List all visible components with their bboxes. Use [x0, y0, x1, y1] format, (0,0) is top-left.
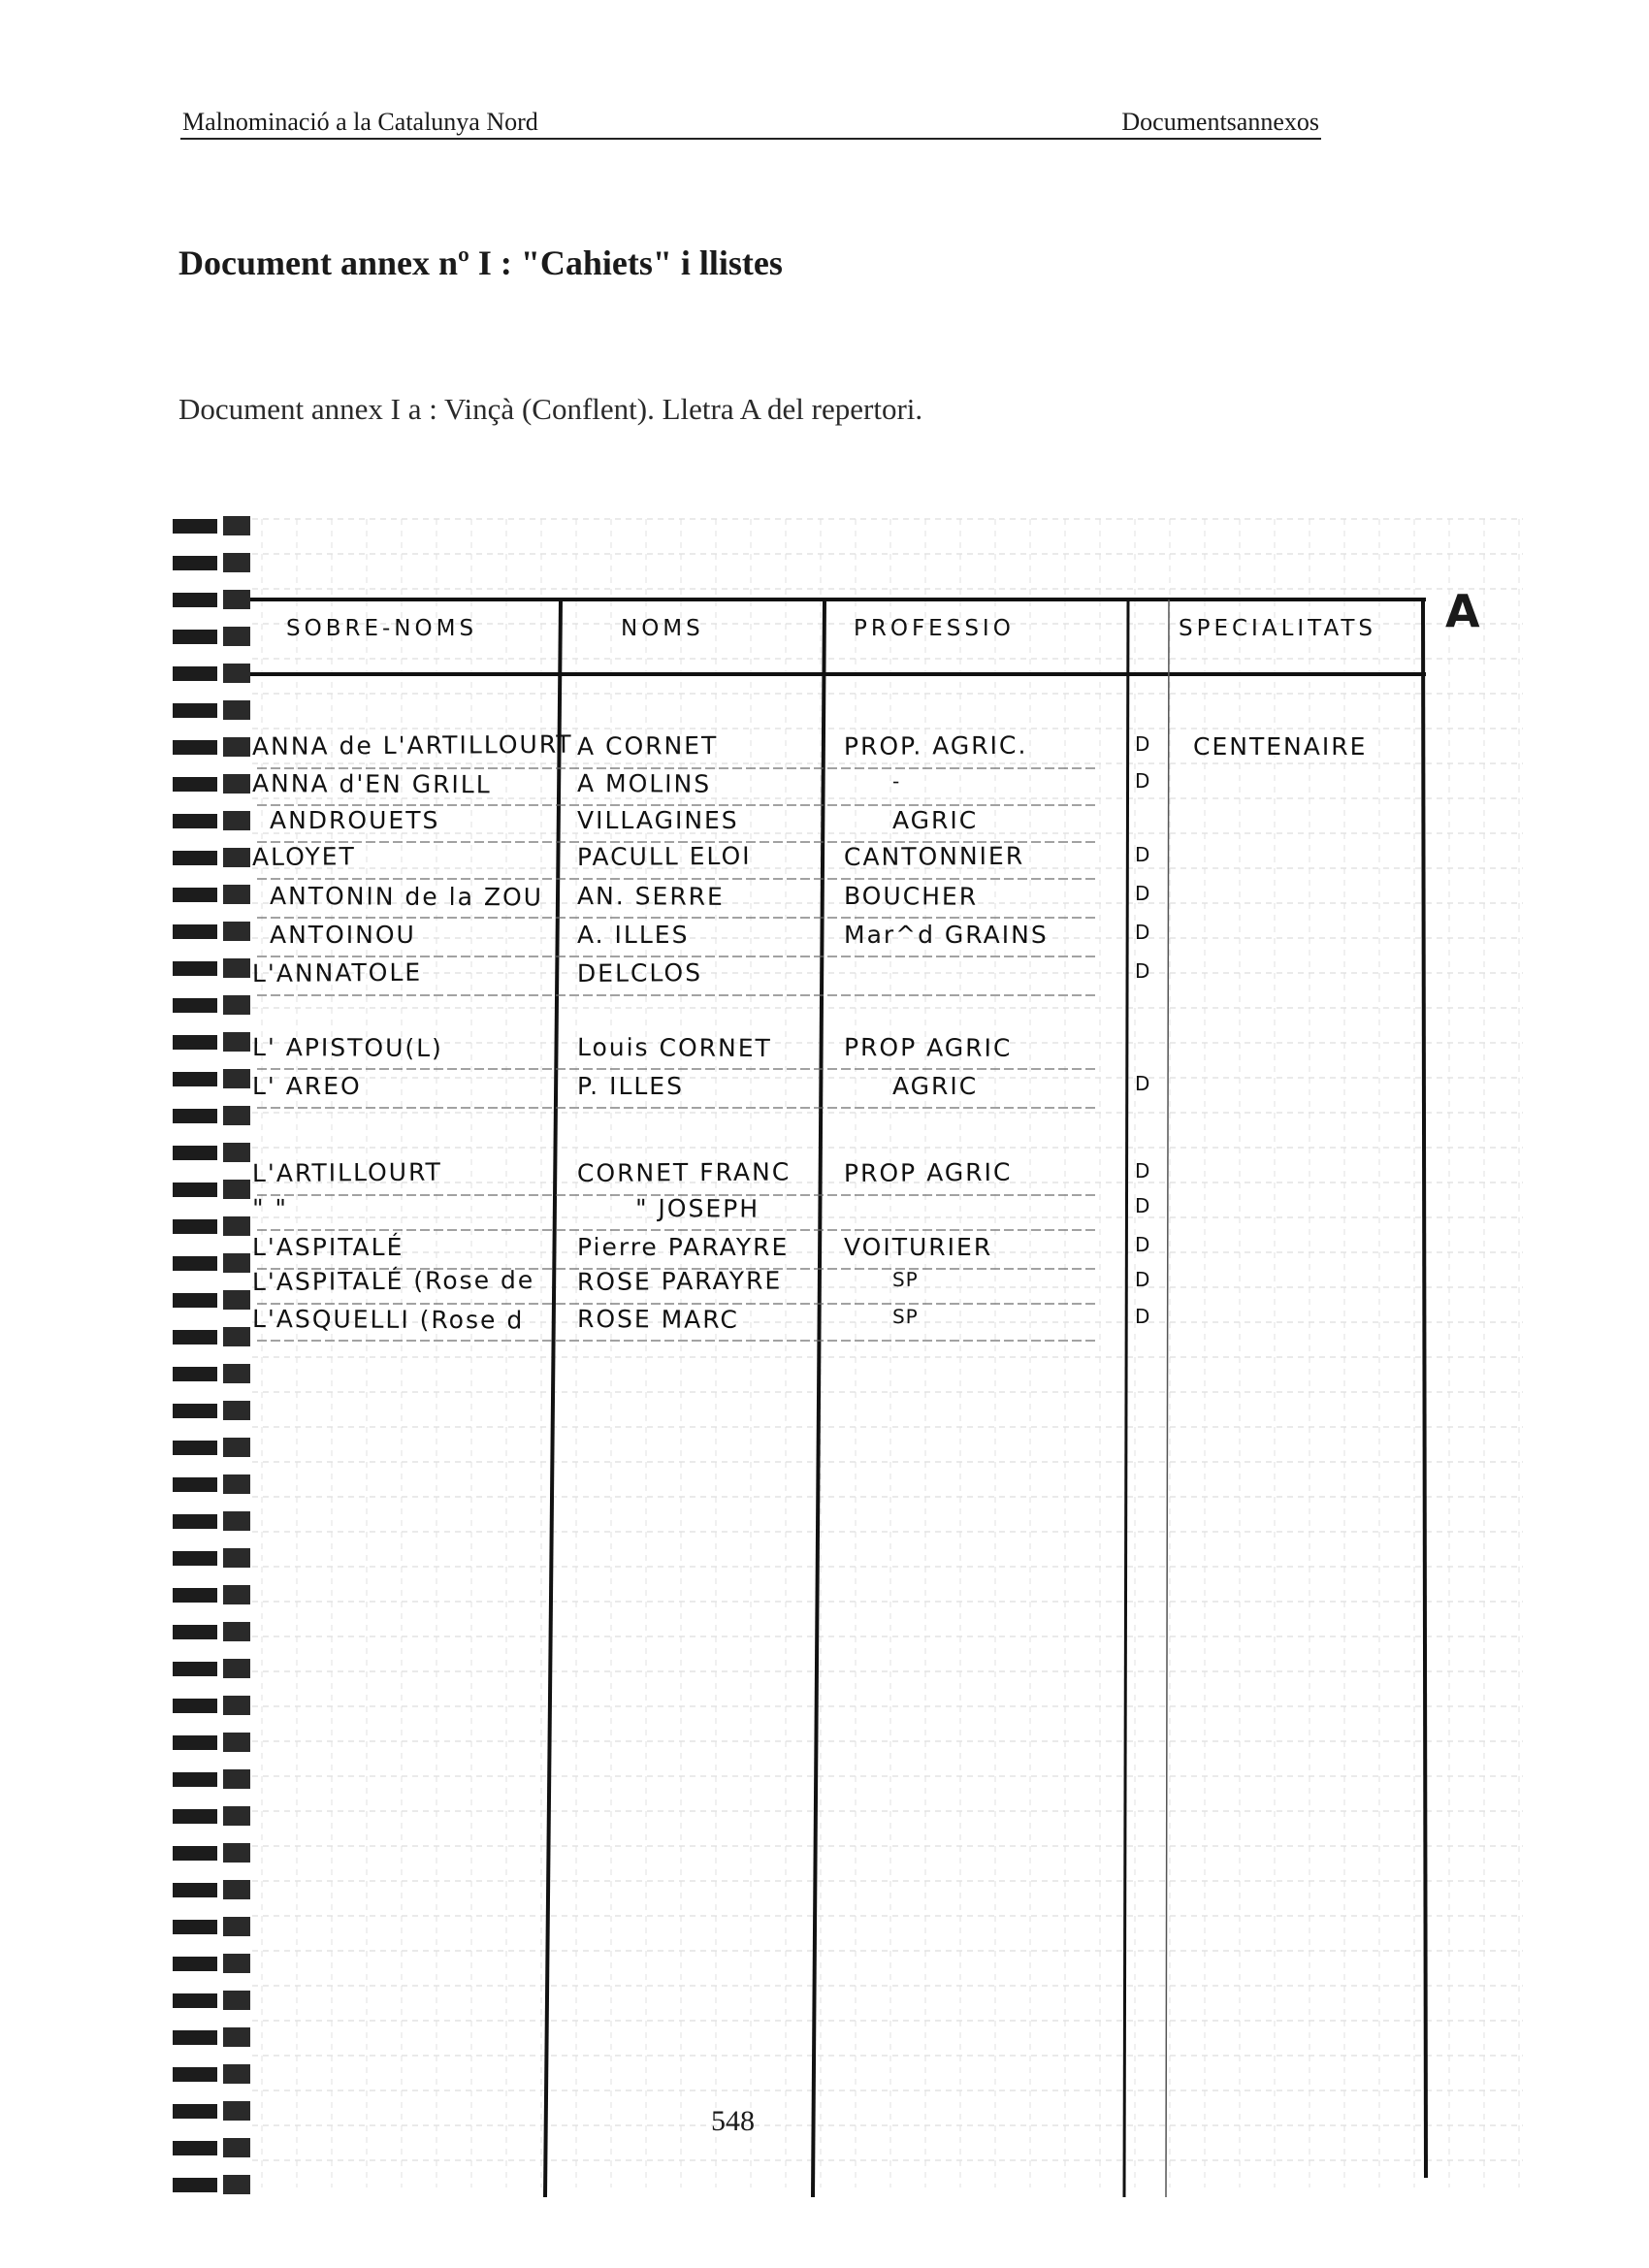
spiral-hole [223, 553, 250, 572]
spiral-ring [173, 1477, 217, 1492]
nom-cell: A. ILLES [577, 921, 690, 949]
nom-cell: " JOSEPH [634, 1194, 760, 1223]
spiral-hole [223, 811, 250, 830]
spiral-ring [173, 1035, 217, 1050]
spiral-hole [223, 1548, 250, 1568]
sobrenom-cell: L' APISTOU(L) [251, 1033, 443, 1063]
running-header-title: Malnominació a la Catalunya Nord [182, 108, 538, 136]
mark-cell: D [1135, 1268, 1151, 1291]
spiral-ring [173, 924, 217, 939]
spiral-ring [173, 1404, 217, 1418]
spiral-hole [223, 848, 250, 867]
nom-cell: A CORNET [576, 730, 719, 761]
sobrenom-cell: L' AREO [252, 1072, 362, 1100]
column-divider-2 [813, 599, 824, 2197]
column-divider-1 [545, 599, 561, 2197]
spiral-ring [173, 1625, 217, 1639]
professio-cell: PROP AGRIC [843, 1033, 1013, 1062]
running-header-section: Documentsannexos [1121, 108, 1319, 136]
spiral-hole [223, 1585, 250, 1604]
spiral-ring [173, 556, 217, 570]
spiral-hole [223, 1843, 250, 1863]
spiral-ring [173, 814, 217, 828]
spiral-hole [223, 1069, 250, 1088]
spiral-ring [173, 2141, 217, 2155]
spiral-ring [173, 1219, 217, 1234]
spiral-hole [223, 1511, 250, 1531]
spiral-hole [223, 737, 250, 757]
spiral-ring [173, 666, 217, 681]
mark-cell: D [1135, 1233, 1151, 1256]
mark-cell: D [1135, 1305, 1151, 1328]
professio-cell: SP [891, 1305, 919, 1329]
spiral-hole [223, 627, 250, 646]
spiral-hole [223, 1769, 250, 1789]
spiral-hole [223, 1733, 250, 1752]
spiral-ring [173, 961, 217, 976]
spiral-hole [223, 1327, 250, 1346]
spiral-ring [173, 1367, 217, 1381]
spiral-hole [223, 958, 250, 978]
professio-cell: VOITURIER [844, 1233, 993, 1261]
mark-cell: D [1135, 1159, 1151, 1183]
mark-cell: D [1135, 959, 1151, 983]
spiral-ring [173, 888, 217, 902]
mark-cell: D [1135, 921, 1151, 944]
sobrenom-cell: ANDROUETS [270, 806, 440, 834]
spiral-hole [223, 1032, 250, 1052]
spiral-hole [223, 1143, 250, 1162]
spiral-ring [173, 1957, 217, 1971]
spiral-hole [223, 2138, 250, 2157]
spiral-hole [223, 516, 250, 535]
nom-cell: PACULL ELOI [576, 841, 752, 871]
professio-cell: SP [891, 1267, 919, 1291]
spiral-hole [223, 1954, 250, 1973]
spiral-ring [173, 1183, 217, 1197]
spiral-ring [173, 1330, 217, 1345]
nom-cell: CORNET FRANC [576, 1157, 792, 1187]
professio-cell: CANTONNIER [843, 841, 1025, 871]
spiral-ring [173, 519, 217, 534]
spiral-ring [173, 1514, 217, 1529]
spiral-ring [173, 851, 217, 865]
spiral-hole [223, 1622, 250, 1641]
spiral-hole [223, 1216, 250, 1236]
page-number: 548 [711, 2105, 755, 2137]
mark-cell: D [1135, 732, 1151, 756]
sobrenom-cell: ANNA de L'ARTILLOURT [251, 729, 573, 761]
spiral-ring [173, 1662, 217, 1676]
spiral-hole [223, 590, 250, 609]
column-header: SPECIALITATS [1179, 616, 1377, 641]
spiral-hole [223, 1253, 250, 1273]
column-divider-4 [1423, 599, 1426, 2178]
spiral-hole [223, 2064, 250, 2084]
spiral-hole [223, 1880, 250, 1899]
spiral-ring [173, 2030, 217, 2045]
spiral-ring [173, 1109, 217, 1123]
sobrenom-cell: L'ASPITALÉ (Rose de [251, 1265, 535, 1296]
professio-cell: PROP AGRIC [843, 1157, 1013, 1187]
column-divider-mark [1166, 599, 1169, 2197]
spiral-ring [173, 630, 217, 644]
spiral-ring [173, 1772, 217, 1787]
professio-cell: AGRIC [892, 806, 979, 834]
spiral-hole [223, 1438, 250, 1457]
spiral-hole [223, 1806, 250, 1826]
spiral-ring [173, 2067, 217, 2082]
sobrenom-cell: L'ARTILLOURT [251, 1157, 442, 1187]
nom-cell: ROSE MARC [576, 1305, 739, 1334]
spiral-hole [223, 700, 250, 720]
nom-cell: A MOLINS [576, 769, 712, 798]
nom-cell: Pierre PARAYRE [577, 1233, 790, 1261]
sobrenom-cell: L'ASQUELLI (Rose d [251, 1305, 525, 1335]
nom-cell: ROSE PARAYRE [576, 1266, 783, 1296]
sobrenom-cell: L'ANNATOLE [251, 957, 423, 988]
spiral-ring [173, 777, 217, 792]
nom-cell: VILLAGINES [577, 806, 739, 834]
nom-cell: P. ILLES [577, 1072, 684, 1100]
column-divider-3 [1124, 599, 1128, 2197]
spiral-hole [223, 1474, 250, 1494]
spiral-hole [223, 664, 250, 683]
sobrenom-cell: ANTONIN de la ZOU [269, 882, 544, 912]
sobrenom-cell: ANNA d'EN GRILL [251, 769, 492, 799]
column-header: NOMS [621, 616, 704, 641]
spiral-hole [223, 1180, 250, 1199]
spiral-ring [173, 1551, 217, 1566]
spiral-ring [173, 593, 217, 607]
spiral-hole [223, 885, 250, 904]
professio-cell: BOUCHER [843, 882, 979, 911]
mark-cell: D [1135, 882, 1151, 905]
spiral-ring [173, 2178, 217, 2192]
professio-cell: PROP. AGRIC. [843, 730, 1028, 761]
document-subtitle: Document annex I a : Vinçà (Conflent). Lletra A del repertori. [178, 392, 923, 426]
running-header [180, 107, 1321, 140]
spiral-hole [223, 2027, 250, 2047]
mark-cell: D [1135, 1072, 1151, 1095]
spiral-hole [223, 1991, 250, 2010]
spiral-ring [173, 740, 217, 755]
mark-cell: D [1135, 843, 1151, 866]
sobrenom-cell: ALOYET [251, 842, 356, 871]
spiral-hole [223, 1917, 250, 1936]
column-header: SOBRE-NOMS [286, 616, 478, 641]
specialitat-cell: CENTENAIRE [1193, 732, 1368, 761]
column-header: PROFESSIO [854, 616, 1015, 641]
spiral-ring [173, 998, 217, 1013]
spiral-ring [173, 703, 217, 718]
spiral-ring [173, 1735, 217, 1750]
spiral-ring [173, 1588, 217, 1603]
spiral-ring [173, 1699, 217, 1713]
nom-cell: DELCLOS [576, 958, 703, 988]
spiral-ring [173, 1846, 217, 1861]
document-title: Document annex nº I : "Cahiets" i llistes [178, 243, 783, 282]
sobrenom-cell: L'ASPITALÉ [252, 1233, 404, 1261]
spiral-hole [223, 2101, 250, 2121]
spiral-hole [223, 995, 250, 1015]
mark-cell: D [1135, 769, 1151, 793]
spiral-hole [223, 1659, 250, 1678]
spiral-ring [173, 1920, 217, 1934]
scanned-notebook [165, 500, 1523, 2199]
mark-cell: D [1135, 1194, 1151, 1217]
professio-cell: Mar^d GRAINS [844, 921, 1049, 949]
spiral-ring [173, 2104, 217, 2119]
spiral-ring [173, 1293, 217, 1308]
spiral-hole [223, 1364, 250, 1383]
spiral-hole [223, 922, 250, 941]
sobrenom-cell: ANTOINOU [270, 921, 416, 949]
spiral-hole [223, 1696, 250, 1715]
professio-cell: - [891, 769, 901, 794]
spiral-ring [173, 1809, 217, 1824]
spiral-hole [223, 774, 250, 794]
spiral-ring [173, 1256, 217, 1271]
spiral-ring [173, 1883, 217, 1897]
spiral-hole [223, 1290, 250, 1310]
sobrenom-cell: " " [251, 1194, 289, 1223]
spiral-hole [223, 1401, 250, 1420]
spiral-ring [173, 1441, 217, 1455]
nom-cell: AN. SERRE [576, 882, 725, 911]
spiral-ring [173, 1993, 217, 2008]
index-tab-letter: A [1445, 585, 1480, 637]
spiral-hole [223, 1106, 250, 1125]
spiral-ring [173, 1146, 217, 1160]
professio-cell: AGRIC [892, 1072, 979, 1100]
spiral-ring [173, 1072, 217, 1086]
nom-cell: Louis CORNET [576, 1033, 772, 1063]
spiral-hole [223, 2175, 250, 2194]
